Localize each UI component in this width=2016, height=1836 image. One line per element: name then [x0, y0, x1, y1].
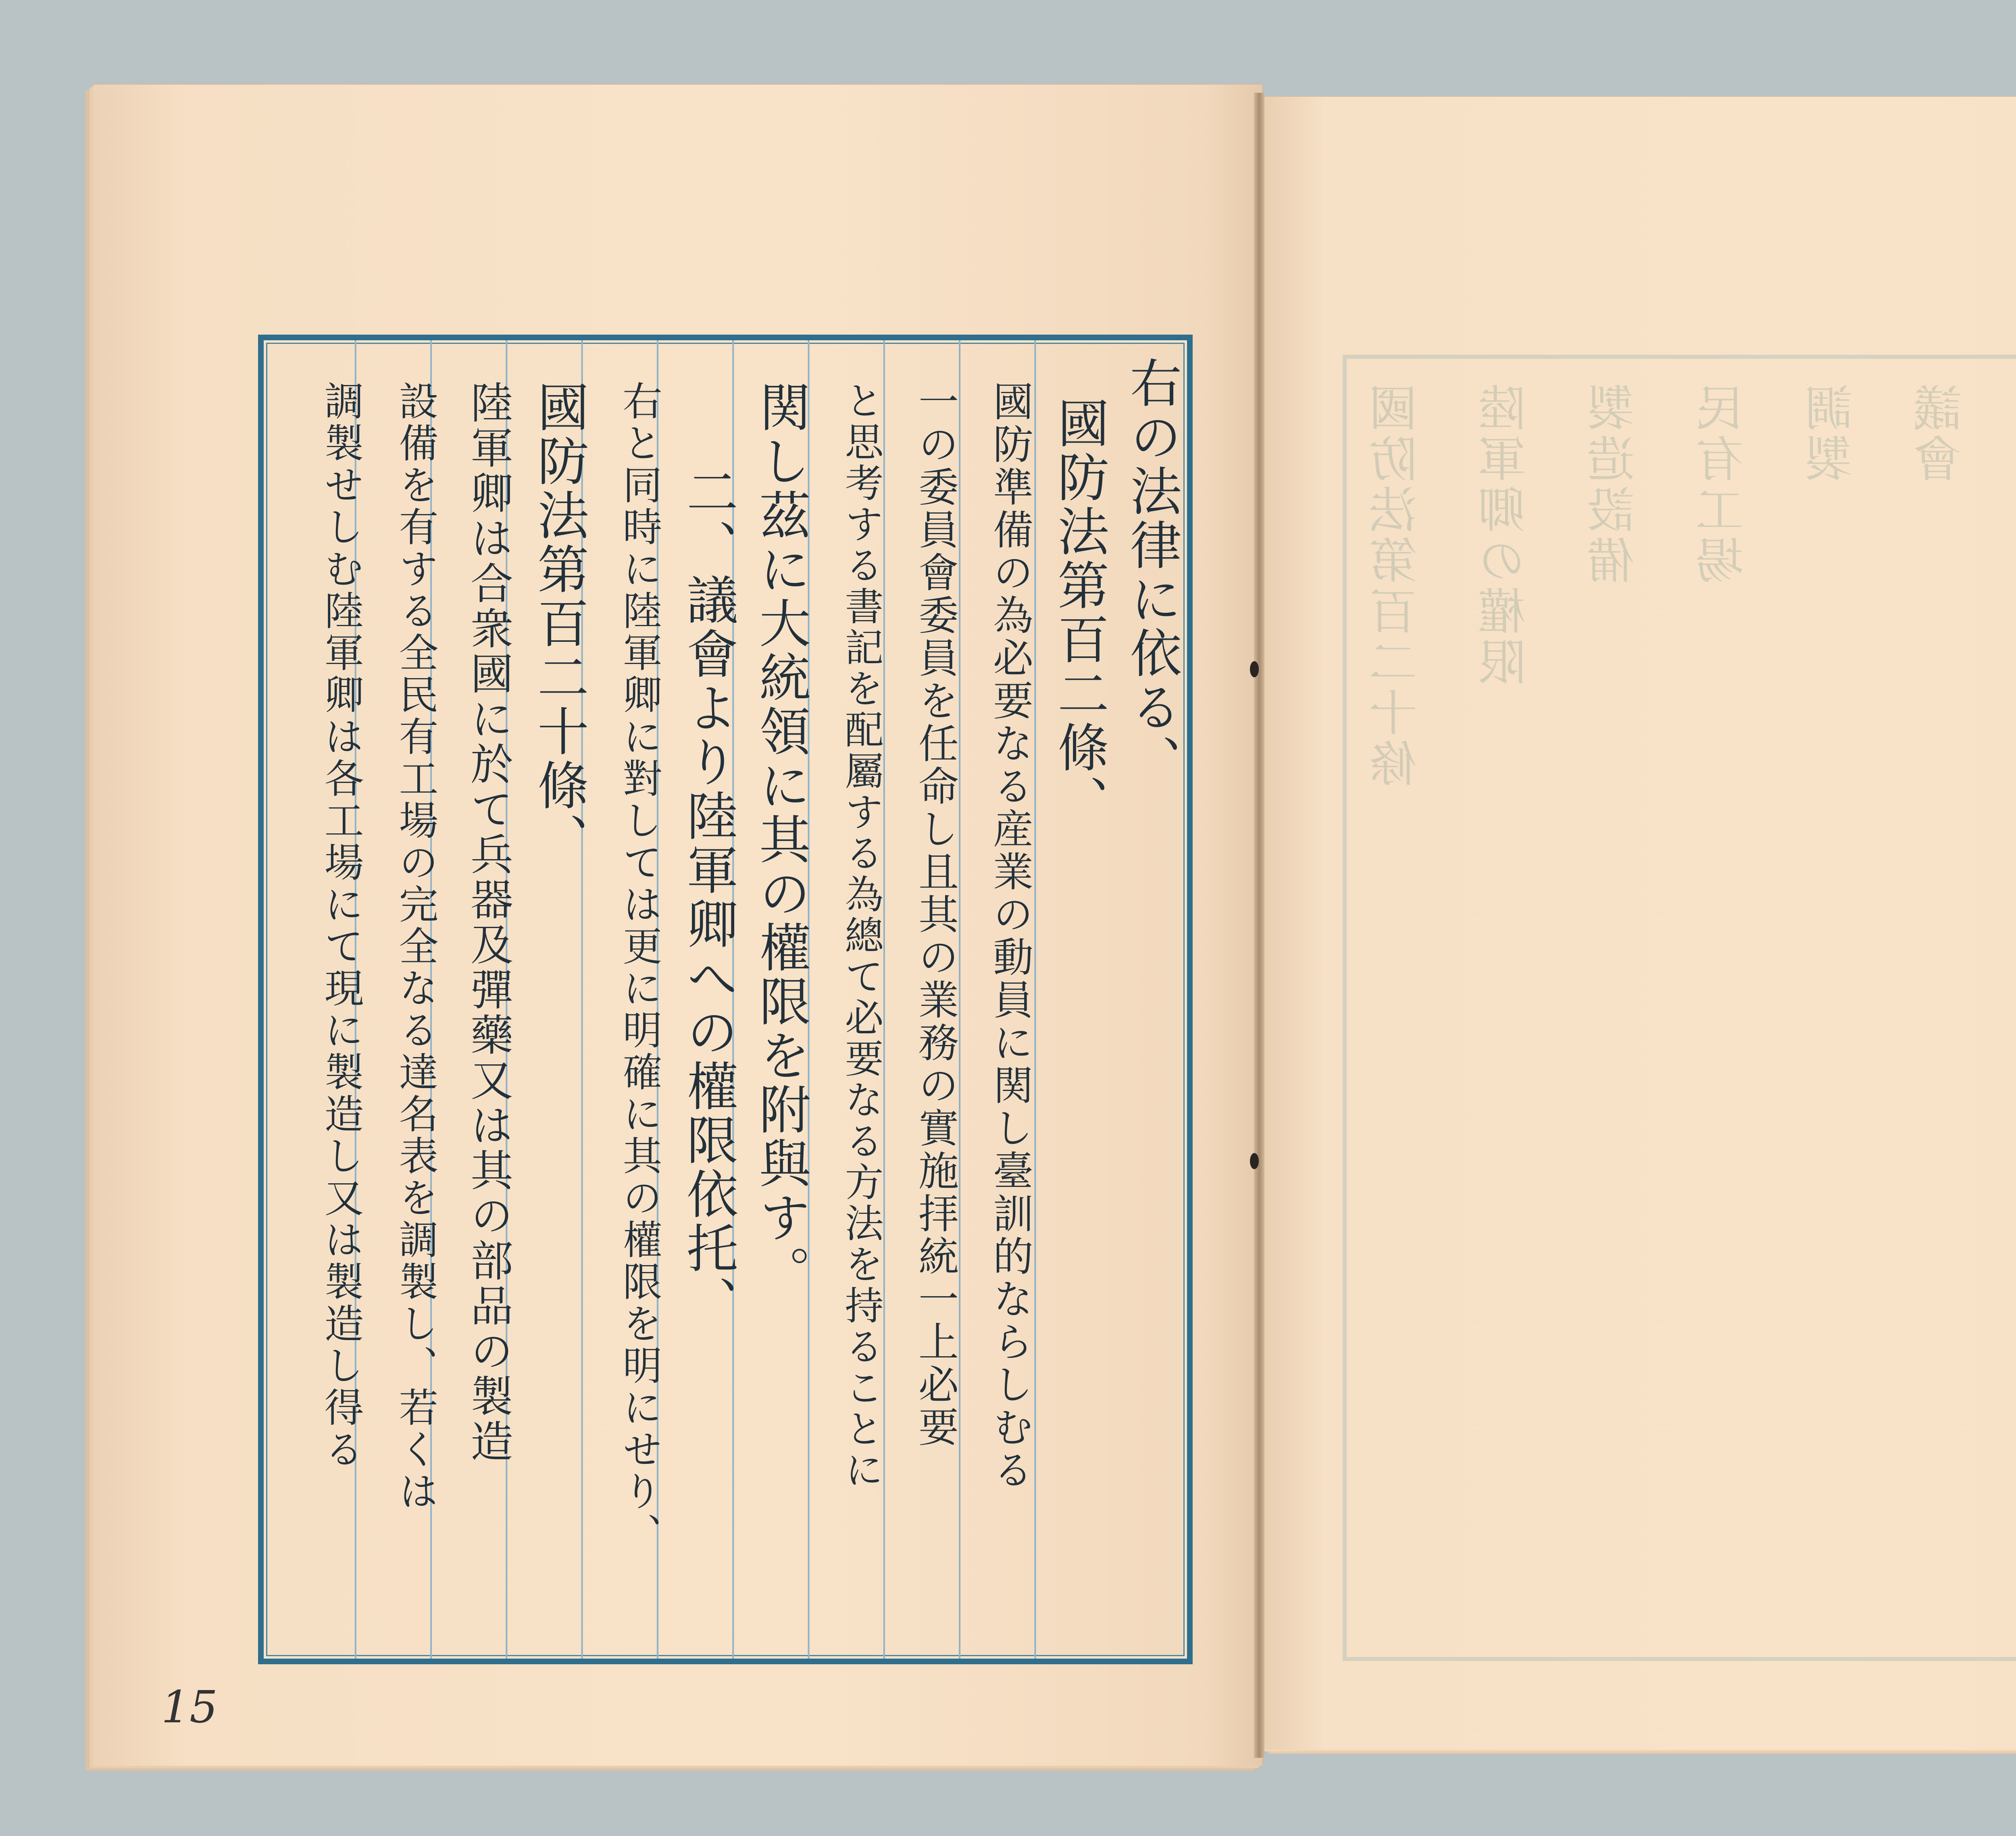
text-column: 一の委員會委員を任命し且其の業務の實施拝統一上必要: [912, 381, 959, 1449]
text-column: 関し茲に大統領に其の權限を附與す。: [750, 381, 810, 1299]
text-column: 二、議會より陸軍卿への權限依托、: [678, 465, 738, 1330]
text-column: 陸軍卿は合衆國に於て兵器及彈藥又は其の部品の製造: [464, 381, 513, 1464]
text-column: 設備を有する全民有工場の完全なる達名表を調製し、若くは: [392, 381, 438, 1513]
bleed-through-text: 國防法第百二十條: [1369, 383, 1425, 789]
bleed-through-frame: [1343, 355, 2016, 1661]
bleed-through-text: 調製: [1805, 383, 1861, 485]
text-column: 右と同時に陸軍卿に對しては更に明確に其の權限を明にせり、: [616, 381, 662, 1555]
text-column: 國防準備の為必要なる産業の動員に関し臺訓的ならしむる: [986, 381, 1033, 1492]
manuscript-frame: [258, 335, 1193, 1664]
bleed-through-text: 陸軍卿の權限: [1478, 383, 1534, 688]
text-column: 調製せしむ陸軍卿は各工場にて現に製造し又は製造し得る: [318, 381, 364, 1471]
bleed-through-text: 製造設備: [1587, 383, 1643, 586]
binding-hole: [1250, 661, 1259, 677]
text-column: 國防法第百二條、: [1049, 397, 1109, 829]
text-column: 右の法律に依る、: [1121, 356, 1181, 789]
text-column: 國防法第百二十條、: [529, 381, 589, 867]
page-number: 15: [161, 1681, 218, 1733]
text-column: と思考する書記を配屬する為總て必要なる方法を持ることに: [839, 381, 884, 1491]
binding-hole: [1250, 1153, 1259, 1169]
book-gutter: [1254, 93, 1264, 1758]
bleed-through-text: 民有工場: [1696, 383, 1752, 586]
bleed-through-text: 議會: [1914, 383, 1970, 485]
